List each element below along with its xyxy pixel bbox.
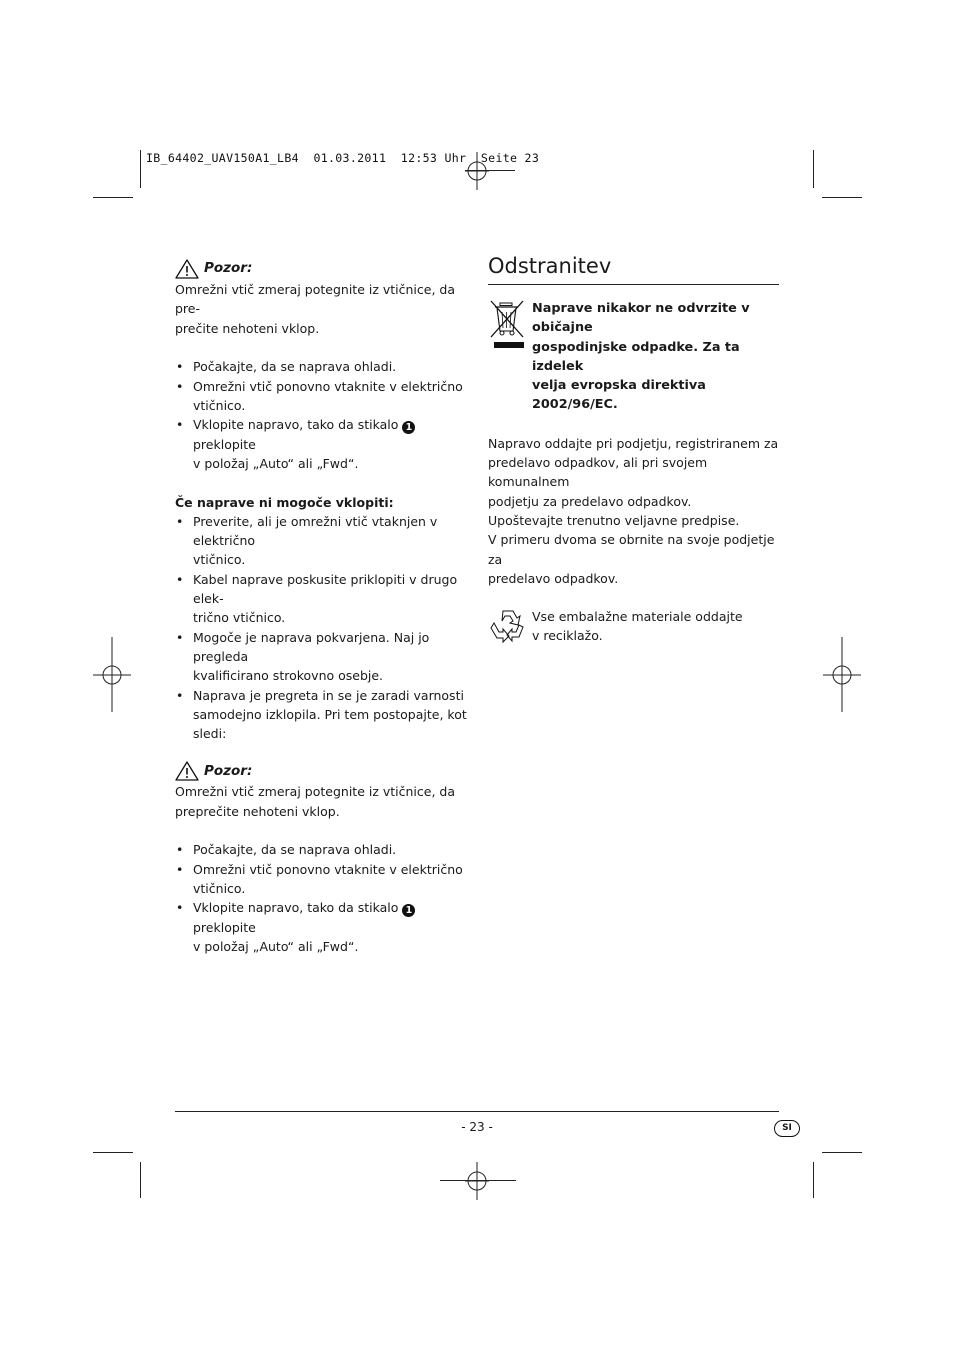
disposal-paragraph xyxy=(488,434,780,588)
list-item: • Preverite, ali je omrežni vtič vtaknjen v električno vtičnico. xyxy=(176,513,438,568)
paragraph-line: predelavo odpadkov. xyxy=(488,570,619,586)
warning-triangle-icon xyxy=(175,259,199,279)
recycle-icon xyxy=(488,607,532,650)
registration-mark-icon xyxy=(803,636,881,714)
warning-title: Pozor: xyxy=(204,260,253,277)
crop-mark xyxy=(140,150,141,188)
bullet-list xyxy=(175,512,467,744)
list-item: • Vklopite napravo, tako da stikalo 1 preklopite v položaj „Auto“ ali „Fwd“. xyxy=(175,415,467,473)
crop-mark xyxy=(813,150,814,188)
left-column xyxy=(175,258,467,956)
recycle-notice xyxy=(488,607,780,650)
footer-rule xyxy=(175,1111,779,1112)
weee-notice xyxy=(488,299,780,415)
list-item: • Počakajte, da se naprava ohladi. xyxy=(176,359,397,375)
recycle-text-line: Vse embalažne materiale oddajte xyxy=(532,609,743,625)
list-item: • Omrežni vtič ponovno vtaknite v električno vtičnico. xyxy=(176,378,463,414)
weee-text-line: Naprave nikakor ne odvrzite v običajne xyxy=(532,301,750,336)
registration-mark-icon xyxy=(73,636,151,714)
page-number: - 23 - xyxy=(461,1120,493,1134)
warning-text-line: preprečite nehoteni vklop. xyxy=(175,803,340,819)
right-column xyxy=(488,252,780,650)
crop-mark xyxy=(813,1162,814,1198)
paragraph-line: Upoštevajte trenutno veljavne predpise. xyxy=(488,512,740,528)
recycle-text-line: v reciklažo. xyxy=(532,628,603,644)
warning-triangle-icon xyxy=(175,761,199,781)
crop-mark xyxy=(140,1162,141,1198)
list-item: • Vklopite napravo, tako da stikalo 1 preklopite v položaj „Auto“ ali „Fwd“. xyxy=(175,898,467,956)
switch-number-badge: 1 xyxy=(402,904,415,917)
paragraph-line: podjetju za predelavo odpadkov. xyxy=(488,493,692,509)
crossed-bin-icon xyxy=(488,299,532,415)
crop-mark xyxy=(822,1152,862,1153)
list-item: • Mogoče je naprava pokvarjena. Naj jo pregleda kvalificirano strokovno osebje. xyxy=(176,629,430,684)
bullet-list xyxy=(175,357,467,473)
warning-heading xyxy=(175,258,467,280)
section-title: Odstranitev xyxy=(488,252,779,285)
list-item: • Kabel naprave poskusite priklopiti v drugo elek- trično vtičnico. xyxy=(176,571,458,626)
subheading: Če naprave ni mogoče vklopiti: xyxy=(175,494,394,510)
weee-text-line: velja evropska direktiva 2002/96/EC. xyxy=(532,378,706,413)
warning-heading xyxy=(175,760,467,782)
warning-title: Pozor: xyxy=(204,762,253,779)
crop-mark xyxy=(822,197,862,198)
paragraph-line: Napravo oddajte pri podjetju, registriranem za xyxy=(488,435,779,451)
list-item: • Naprava je pregreta in se je zaradi varnosti samodejno izklopila. Pri tem postopajte, kot sledi: xyxy=(176,687,467,742)
paragraph-line: predelavo odpadkov, ali pri svojem komunalnem xyxy=(488,455,708,490)
language-badge: SI xyxy=(774,1120,800,1137)
warning-text-line: Omrežni vtič zmeraj potegnite iz vtičnice, da xyxy=(175,784,456,800)
print-slug: IB_64402_UAV150A1_LB4 01.03.2011 12:53 Uhr Seite 23 xyxy=(146,151,540,165)
list-item: • Počakajte, da se naprava ohladi. xyxy=(176,842,397,858)
warning-text-line: Omrežni vtič zmeraj potegnite iz vtičnice, da pre- xyxy=(175,282,456,317)
registration-mark-icon xyxy=(438,132,516,210)
bullet-list xyxy=(175,840,467,956)
warning-text-line: prečite nehoteni vklop. xyxy=(175,320,320,336)
list-item: • Omrežni vtič ponovno vtaknite v električno vtičnico. xyxy=(176,861,463,896)
weee-text-line: gospodinjske odpadke. Za ta izdelek xyxy=(532,339,740,374)
switch-number-badge: 1 xyxy=(402,421,415,434)
paragraph-line: V primeru dvoma se obrnite na svoje podjetje za xyxy=(488,532,775,567)
crop-mark xyxy=(93,1152,133,1153)
registration-mark-icon xyxy=(438,1142,516,1220)
crop-mark xyxy=(93,197,133,198)
